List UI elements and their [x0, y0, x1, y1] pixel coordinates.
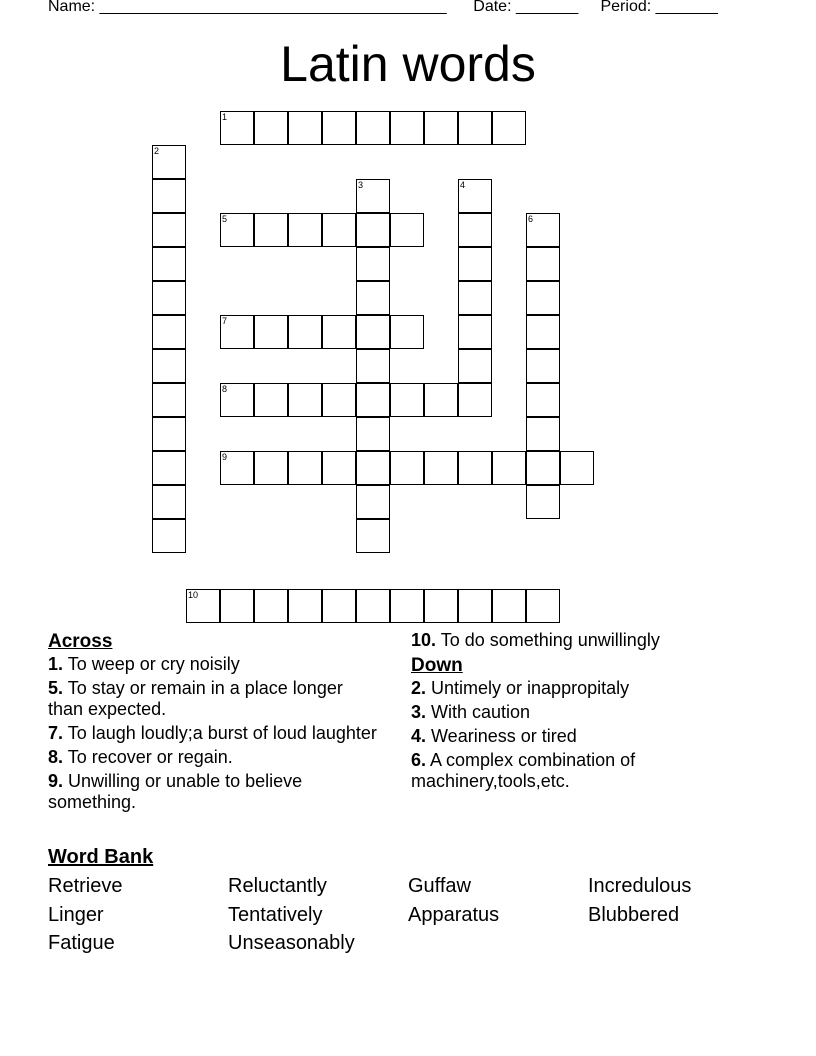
grid-cell[interactable] — [152, 519, 186, 553]
grid-cell[interactable] — [458, 383, 492, 417]
grid-cell[interactable] — [322, 451, 356, 485]
grid-cell[interactable] — [390, 589, 424, 623]
grid-cell[interactable] — [390, 111, 424, 145]
grid-cell[interactable] — [356, 383, 390, 417]
right-clue-column — [411, 630, 741, 795]
grid-cell[interactable] — [254, 213, 288, 247]
clue-number-label: 1. — [48, 654, 64, 674]
clue-number: 8 — [222, 384, 228, 394]
grid-cell[interactable] — [288, 451, 322, 485]
grid-cell[interactable] — [458, 213, 492, 247]
clue-number-label: 10. — [411, 630, 437, 650]
grid-cell[interactable] — [458, 315, 492, 349]
word-bank-item: Retrieve — [48, 875, 123, 897]
grid-cell[interactable] — [186, 589, 220, 623]
grid-cell[interactable] — [322, 111, 356, 145]
grid-cell[interactable] — [254, 451, 288, 485]
grid-cell[interactable] — [322, 383, 356, 417]
grid-cell[interactable] — [322, 589, 356, 623]
grid-cell[interactable] — [458, 281, 492, 315]
grid-cell[interactable] — [152, 179, 186, 213]
clue-number: 1 — [222, 112, 228, 122]
word-bank-item: Apparatus — [408, 903, 500, 926]
grid-cell[interactable] — [526, 383, 560, 417]
clue-text: With caution — [426, 702, 531, 722]
clue-item — [48, 654, 378, 675]
grid-cell[interactable] — [152, 145, 186, 179]
grid-cell[interactable] — [356, 417, 390, 451]
grid-cell[interactable] — [526, 213, 560, 247]
clue-number-label: 4. — [411, 726, 427, 746]
clue-item — [411, 678, 741, 699]
grid-cell[interactable] — [424, 451, 458, 485]
grid-cell[interactable] — [390, 383, 424, 417]
clue-number-label: 5. — [48, 678, 64, 698]
page-title: Latin words — [280, 36, 536, 92]
clue-text: To weep or cry noisily — [63, 654, 240, 674]
clue-item — [411, 702, 741, 723]
clue-text: To stay or remain in a place longer than expected. — [48, 678, 343, 719]
grid-cell[interactable] — [356, 589, 390, 623]
grid-cell[interactable] — [356, 213, 390, 247]
grid-cell[interactable] — [492, 111, 526, 145]
word-bank-item: Tentatively — [228, 903, 323, 926]
grid-cell[interactable] — [424, 111, 458, 145]
grid-cell[interactable] — [152, 247, 186, 281]
clue-text: Weariness or tired — [426, 726, 577, 746]
clue-number: 7 — [222, 316, 228, 326]
grid-cell[interactable] — [390, 451, 424, 485]
clue-number: 6 — [528, 214, 534, 224]
word-bank-item: Linger — [48, 903, 104, 926]
clue-item — [48, 678, 378, 720]
word-bank-heading: Word Bank — [48, 846, 154, 868]
grid-cell[interactable] — [220, 383, 254, 417]
clue-text: Unwilling or unable to believe something. — [48, 771, 303, 812]
grid-cell[interactable] — [288, 213, 322, 247]
word-bank-item: Guffaw — [408, 875, 471, 897]
grid-cell[interactable] — [254, 383, 288, 417]
clue-number: 2 — [154, 146, 160, 156]
grid-cell[interactable] — [458, 349, 492, 383]
grid-cell[interactable] — [458, 111, 492, 145]
grid-cell[interactable] — [220, 451, 254, 485]
grid-cell[interactable] — [220, 315, 254, 349]
clue-number-label: 9. — [48, 771, 64, 791]
grid-cell[interactable] — [526, 349, 560, 383]
word-bank-item: Reluctantly — [228, 875, 327, 897]
grid-cell[interactable] — [288, 315, 322, 349]
grid-cell[interactable] — [356, 519, 390, 553]
grid-cell[interactable] — [492, 589, 526, 623]
grid-cell[interactable] — [322, 213, 356, 247]
clue-number: 5 — [222, 214, 228, 224]
grid-cell[interactable] — [152, 349, 186, 383]
grid-cell[interactable] — [526, 417, 560, 451]
student-info-line: Name: _______________________________________ Date: _______ Period: _______ — [48, 0, 718, 15]
down-clue-list — [411, 678, 741, 792]
clue-text: To recover or regain. — [63, 747, 233, 767]
clue-number-label: 6. — [411, 750, 427, 770]
grid-cell[interactable] — [526, 247, 560, 281]
grid-cell[interactable] — [152, 315, 186, 349]
across-heading: Across — [48, 631, 113, 652]
grid-cell[interactable] — [560, 451, 594, 485]
grid-cell[interactable] — [390, 315, 424, 349]
grid-cell[interactable] — [220, 111, 254, 145]
word-bank-item: Unseasonably — [228, 932, 355, 954]
clue-number: 3 — [358, 180, 364, 190]
across-clues — [48, 630, 378, 816]
clue-item — [48, 771, 378, 813]
clue-item — [411, 630, 741, 651]
grid-cell[interactable] — [152, 213, 186, 247]
clue-text: A complex combination of machinery,tools,etc. — [411, 750, 636, 791]
grid-cell[interactable] — [356, 281, 390, 315]
grid-cell[interactable] — [424, 589, 458, 623]
grid-cell[interactable] — [152, 451, 186, 485]
clue-number-label: 8. — [48, 747, 64, 767]
clue-item — [411, 726, 741, 747]
grid-cell[interactable] — [288, 383, 322, 417]
grid-cell[interactable] — [322, 315, 356, 349]
clue-number: 9 — [222, 452, 228, 462]
clue-number-label: 7. — [48, 723, 64, 743]
grid-cell[interactable] — [356, 349, 390, 383]
grid-cell[interactable] — [288, 111, 322, 145]
clue-text: To do something unwillingly — [436, 630, 660, 650]
grid-cell[interactable] — [152, 281, 186, 315]
grid-cell[interactable] — [152, 383, 186, 417]
grid-cell[interactable] — [458, 451, 492, 485]
clue-number-label: 3. — [411, 702, 427, 722]
grid-cell[interactable] — [356, 451, 390, 485]
grid-cell[interactable] — [458, 247, 492, 281]
grid-cell[interactable] — [526, 589, 560, 623]
clue-number-label: 2. — [411, 678, 427, 698]
grid-cell[interactable] — [220, 213, 254, 247]
grid-cell[interactable] — [492, 451, 526, 485]
grid-cell[interactable] — [458, 589, 492, 623]
clue-number: 4 — [460, 180, 466, 190]
grid-cell[interactable] — [356, 315, 390, 349]
word-bank-item: Blubbered — [588, 903, 680, 926]
grid-cell[interactable] — [526, 451, 560, 485]
down-heading: Down — [411, 655, 463, 676]
clue-text: Untimely or inappropitaly — [426, 678, 630, 698]
grid-cell[interactable] — [356, 111, 390, 145]
grid-cell[interactable] — [288, 589, 322, 623]
grid-cell[interactable] — [220, 589, 254, 623]
grid-cell[interactable] — [254, 111, 288, 145]
word-bank-item: Fatigue — [48, 932, 115, 954]
across-clue-list — [48, 654, 378, 813]
grid-cell[interactable] — [526, 485, 560, 519]
grid-cell[interactable] — [356, 247, 390, 281]
clue-item — [48, 747, 378, 768]
word-bank-item: Incredulous — [588, 875, 692, 897]
grid-cell[interactable] — [254, 315, 288, 349]
grid-cell[interactable] — [152, 417, 186, 451]
grid-cell[interactable] — [254, 589, 288, 623]
grid-cell[interactable] — [356, 485, 390, 519]
grid-cell[interactable] — [152, 485, 186, 519]
clue-number: 10 — [188, 590, 199, 600]
across-continued-list — [411, 630, 741, 651]
clue-item — [411, 750, 741, 792]
clue-text: To laugh loudly;a burst of loud laughter — [63, 723, 377, 743]
clue-item — [48, 723, 378, 744]
grid-cell[interactable] — [458, 179, 492, 213]
grid-cell[interactable] — [356, 179, 390, 213]
grid-cell[interactable] — [390, 213, 424, 247]
grid-cell[interactable] — [526, 281, 560, 315]
grid-cell[interactable] — [424, 383, 458, 417]
grid-cell[interactable] — [526, 315, 560, 349]
